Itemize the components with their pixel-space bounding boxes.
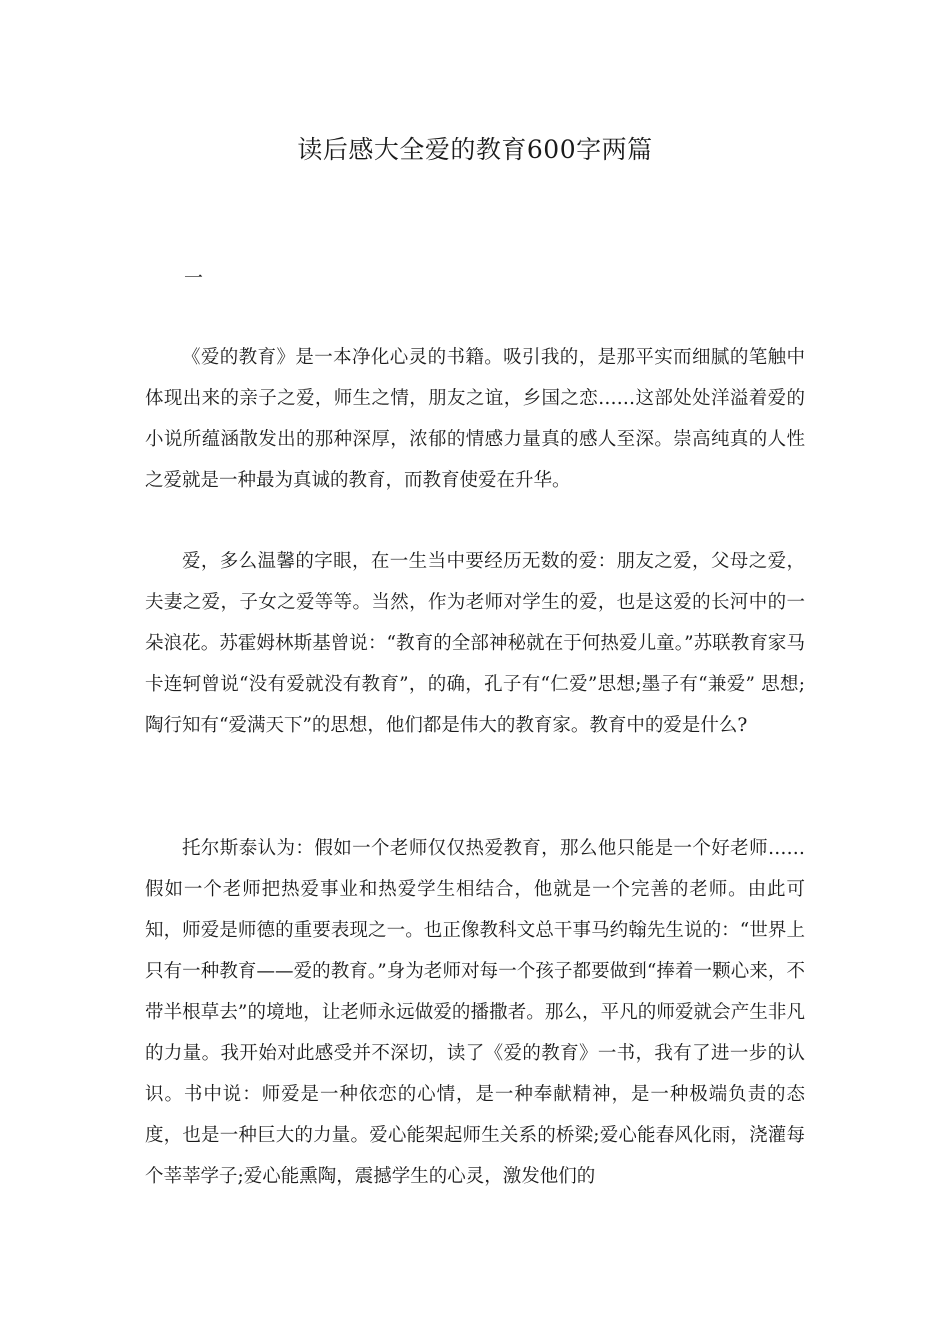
section-number: 一 xyxy=(184,267,204,289)
paragraph-2: 爱，多么温馨的字眼，在一生当中要经历无数的爱：朋友之爱，父母之爱，夫妻之爱，子女之爱等等。当然，作为老师对学生的爱，也是这爱的长河中的一朵浪花。苏霍姆林斯基曾说：“教育的全部神秘就在于何热爱儿童。”苏联教育家马卡连轲曾说“没有爱就没有教育”，的确，孔子有“仁爱”思想;墨子有“兼爱” 思想;陶行知有“爱满天下”的思想，他们都是伟大的教育家。教育中的爱是什么? xyxy=(145,551,805,736)
document-title: 读后感大全爱的教育600字两篇 xyxy=(297,135,653,164)
paragraph-1: 《爱的教育》是一本净化心灵的书籍。吸引我的，是那平实而细腻的笔触中体现出来的亲子之爱，师生之情，朋友之谊，乡国之恋……这部处处洋溢着爱的小说所蕴涵散发出的那种深厚，浓郁的情感力量真的感人至深。崇高纯真的人性之爱就是一种最为真诚的教育，而教育使爱在升华。 xyxy=(145,347,805,491)
paragraph-3: 托尔斯泰认为：假如一个老师仅仅热爱教育，那么他只能是一个好老师……假如一个老师把热爱事业和热爱学生相结合，他就是一个完善的老师。由此可知，师爱是师德的重要表现之一。也正像教科文总干事马约翰先生说的：“世界上只有一种教育——爱的教育。”身为老师对每一个孩子都要做到“捧着一颗心来，不带半根草去”的境地，让老师永远做爱的播撒者。那么，平凡的师爱就会产生非凡的力量。我开始对此感受并不深切，读了《爱的教育》一书，我有了进一步的认识。书中说：师爱是一种依恋的心情，是一种奉献精神，是一种极端负责的态度，也是一种巨大的力量。爱心能架起师生关系的桥梁;爱心能春风化雨，浇灌每个莘莘学子;爱心能熏陶，震撼学生的心灵，激发他们的 xyxy=(145,838,805,1187)
